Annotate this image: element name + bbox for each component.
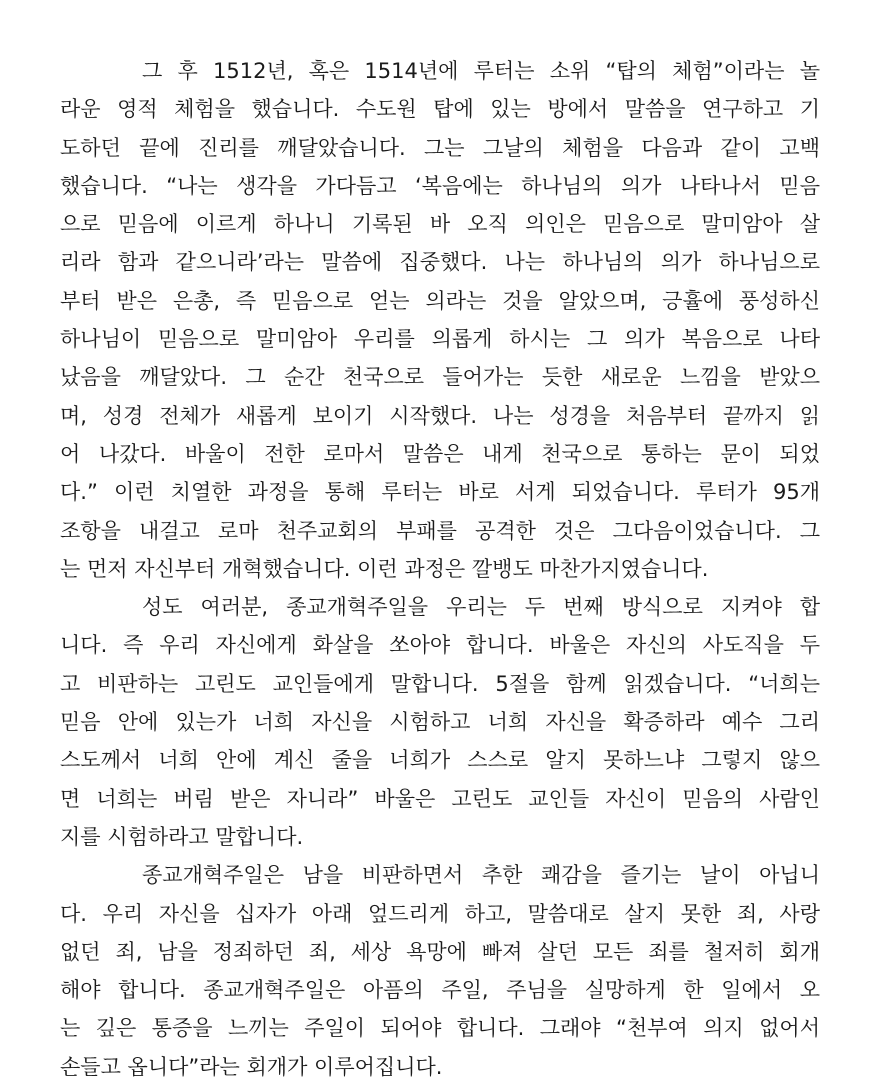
text-line: 종교개혁주일은 남을 비판하면서 추한 쾌감을 즐기는 날이 아닙니 xyxy=(142,863,820,888)
text-line: 손들고 옵니다”라는 회개가 이루어집니다. xyxy=(60,1054,443,1079)
text-line: 났음을 깨달았다. 그 순간 천국으로 들어가는 듯한 새로운 느낌을 받았으 xyxy=(60,365,820,390)
paragraph-1 xyxy=(60,52,820,588)
text-line: 스도께서 너희 안에 계신 줄을 너희가 스스로 알지 못하느냐 그렇지 않으 xyxy=(60,748,820,773)
text-line: 니다. 즉 우리 자신에게 화살을 쏘아야 합니다. 바울은 자신의 사도직을 두 xyxy=(60,633,820,658)
text-line: 해야 합니다. 종교개혁주일은 아픔의 주일, 주님을 실망하게 한 일에서 오 xyxy=(60,978,820,1003)
text-line: 라운 영적 체험을 했습니다. 수도원 탑에 있는 방에서 말씀을 연구하고 기 xyxy=(60,97,820,122)
text-line: 으로 믿음에 이르게 하나니 기록된 바 오직 의인은 믿음으로 말미암아 살 xyxy=(60,212,820,237)
text-line: 부터 받은 은총, 즉 믿음으로 얻는 의라는 것을 알았으며, 긍휼에 풍성하신 xyxy=(60,288,820,313)
text-line: 면 너희는 버림 받은 자니라” 바울은 고린도 교인들 자신이 믿음의 사람인 xyxy=(60,786,820,811)
text-line: 다.” 이런 치열한 과정을 통해 루터는 바로 서게 되었습니다. 루터가 95개 xyxy=(60,480,820,505)
paragraph-3 xyxy=(60,856,820,1086)
text-line: 어 나갔다. 바울이 전한 로마서 말씀은 내게 천국으로 통하는 문이 되었 xyxy=(60,441,820,466)
text-line: 지를 시험하라고 말합니다. xyxy=(60,824,304,849)
text-line: 조항을 내걸고 로마 천주교회의 부패를 공격한 것은 그다음이었습니다. 그 xyxy=(60,518,820,543)
text-line: 고 비판하는 고린도 교인들에게 말합니다. 5절을 함께 읽겠습니다. “너희는 xyxy=(60,671,820,696)
text-line: 믿음 안에 있는가 너희 자신을 시험하고 너희 자신을 확증하라 예수 그리 xyxy=(60,710,820,735)
text-line: 없던 죄, 남을 정죄하던 죄, 세상 욕망에 빠져 살던 모든 죄를 철저히 회개 xyxy=(60,939,820,964)
text-line: 다. 우리 자신을 십자가 아래 엎드리게 하고, 말씀대로 살지 못한 죄, 사랑 xyxy=(60,901,820,926)
text-line: 하나님이 믿음으로 말미암아 우리를 의롭게 하시는 그 의가 복음으로 나타 xyxy=(60,327,820,352)
text-line: 도하던 끝에 진리를 깨달았습니다. 그는 그날의 체험을 다음과 같이 고백 xyxy=(60,135,820,160)
text-line: 며, 성경 전체가 새롭게 보이기 시작했다. 나는 성경을 처음부터 끝까지 읽 xyxy=(60,403,820,428)
text-line: 는 먼저 자신부터 개혁했습니다. 이런 과정은 깔뱅도 마찬가지였습니다. xyxy=(60,556,709,581)
document-body xyxy=(60,52,820,1086)
paragraph-2 xyxy=(60,588,820,856)
text-line: 성도 여러분, 종교개혁주일을 우리는 두 번째 방식으로 지켜야 합 xyxy=(142,595,820,620)
text-line: 리라 함과 같으니라’라는 말씀에 집중했다. 나는 하나님의 의가 하나님으로 xyxy=(60,250,820,275)
text-line: 는 깊은 통증을 느끼는 주일이 되어야 합니다. 그래야 “천부여 의지 없어서 xyxy=(60,1016,820,1041)
text-line: 그 후 1512년, 혹은 1514년에 루터는 소위 “탑의 체험”이라는 놀 xyxy=(142,59,820,83)
text-line: 했습니다. “나는 생각을 가다듬고 ‘복음에는 하나님의 의가 나타나서 믿음 xyxy=(60,173,820,198)
